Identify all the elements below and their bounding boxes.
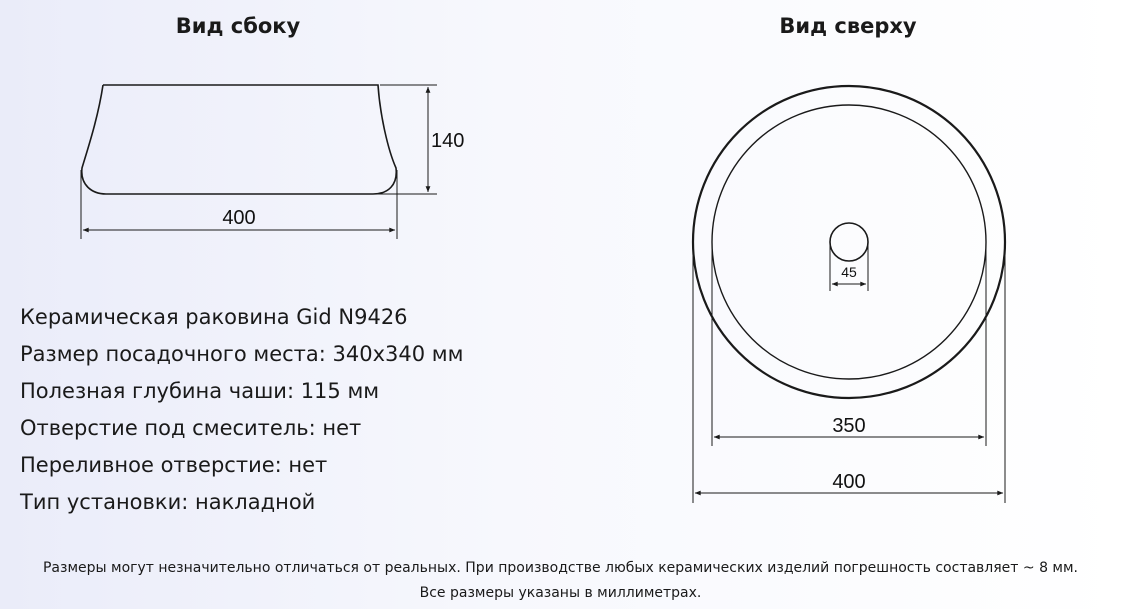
spec-list: [20, 299, 463, 521]
outer-diameter-dimension: [693, 242, 1005, 503]
sink-side-profile: [82, 85, 396, 194]
spec-item-depth: Полезная глубина чаши: 115 мм: [20, 379, 380, 403]
side-width-label: 400: [222, 207, 256, 229]
top-view-title: Вид сверху: [779, 14, 917, 38]
footnote-tolerance: Размеры могут незначительно отличаться от реальных. При производстве любых керамических изделий погрешность составляет ~ 8 мм.: [42, 560, 1079, 576]
inner-diameter-label: 350: [832, 415, 866, 437]
spec-item-mount-size: Размер посадочного места: 340х340 мм: [20, 342, 464, 366]
top-view-drawing: [693, 86, 1005, 398]
drain-diameter-label: 45: [841, 264, 857, 280]
drain-hole-circle: [830, 223, 868, 261]
side-height-label: 140: [431, 130, 465, 152]
spec-item-install-type: Тип установки: накладной: [20, 490, 316, 514]
spec-item-overflow: Переливное отверстие: нет: [20, 453, 328, 477]
inner-bowl-circle: [712, 105, 986, 379]
spec-item-faucet-hole: Отверстие под смеситель: нет: [20, 416, 362, 440]
footnote-units: Все размеры указаны в миллиметрах.: [419, 585, 702, 601]
outer-rim-circle: [693, 86, 1005, 398]
side-view-title: Вид сбоку: [175, 14, 301, 38]
side-view-drawing: [82, 85, 396, 194]
side-height-dimension: [375, 85, 437, 194]
outer-diameter-label: 400: [832, 471, 866, 493]
spec-item-model: Керамическая раковина Gid N9426: [20, 305, 408, 329]
